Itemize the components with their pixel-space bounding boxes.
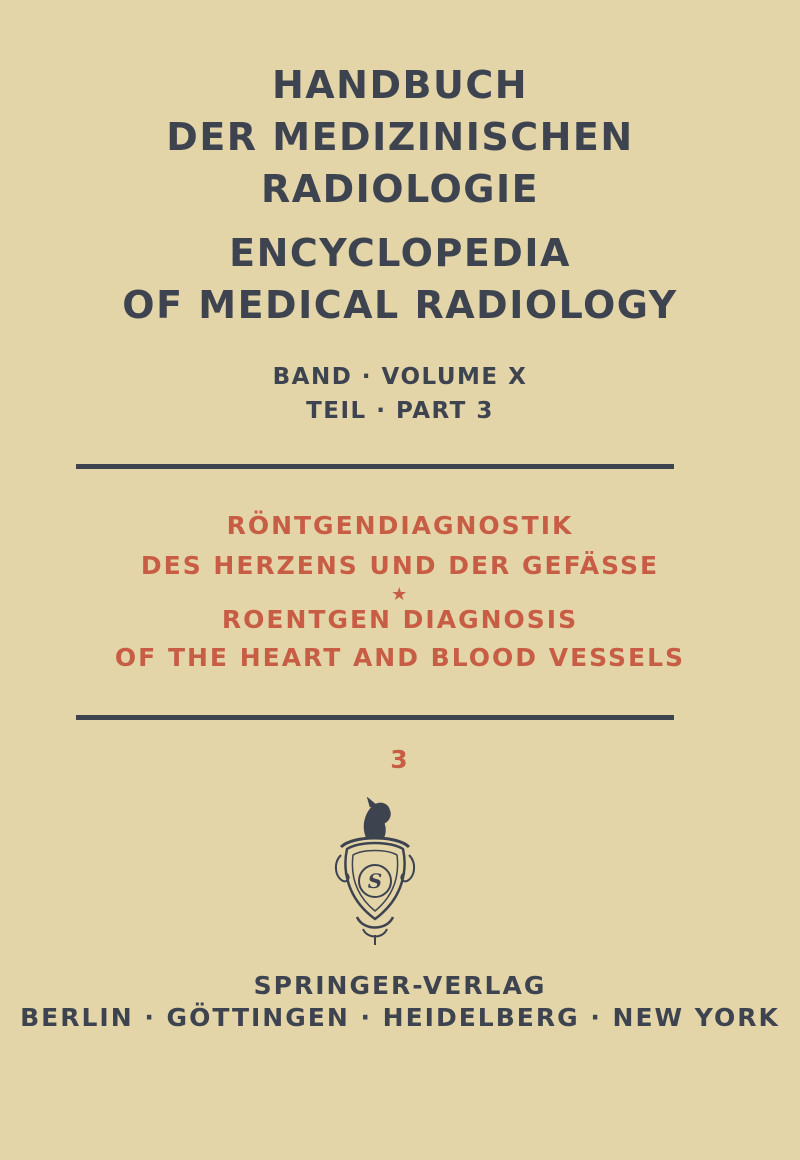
part-label: TEIL · PART 3 (306, 398, 494, 424)
part-number: 3 (390, 745, 410, 774)
title-line-1: HANDBUCH (271, 63, 529, 107)
subject-de-line-1: RÖNTGENDIAGNOSTIK (226, 511, 574, 540)
subject-en-line-1: ROENTGEN DIAGNOSIS (221, 605, 579, 634)
title-line-5: OF MEDICAL RADIOLOGY (122, 283, 678, 327)
bottom-rule (76, 715, 674, 720)
subject-en-line-2: OF THE HEART AND BLOOD VESSELS (114, 643, 686, 672)
publisher-name: SPRINGER-VERLAG (253, 971, 547, 1000)
publisher-cities: BERLIN · GÖTTINGEN · HEIDELBERG · NEW YORK (20, 1003, 780, 1032)
title-line-4: ENCYCLOPEDIA (229, 231, 571, 275)
title-line-3: RADIOLOGIE (260, 167, 540, 211)
top-rule (76, 464, 674, 469)
subject-de-line-2: DES HERZENS UND DER GEFÄSSE (140, 551, 660, 580)
volume-label: BAND · VOLUME X (272, 364, 528, 390)
springer-knight-emblem-icon (333, 797, 417, 947)
emblem-letter: S (367, 869, 383, 893)
star-separator: ★ (391, 584, 409, 605)
title-line-2: DER MEDIZINISCHEN (166, 115, 634, 159)
